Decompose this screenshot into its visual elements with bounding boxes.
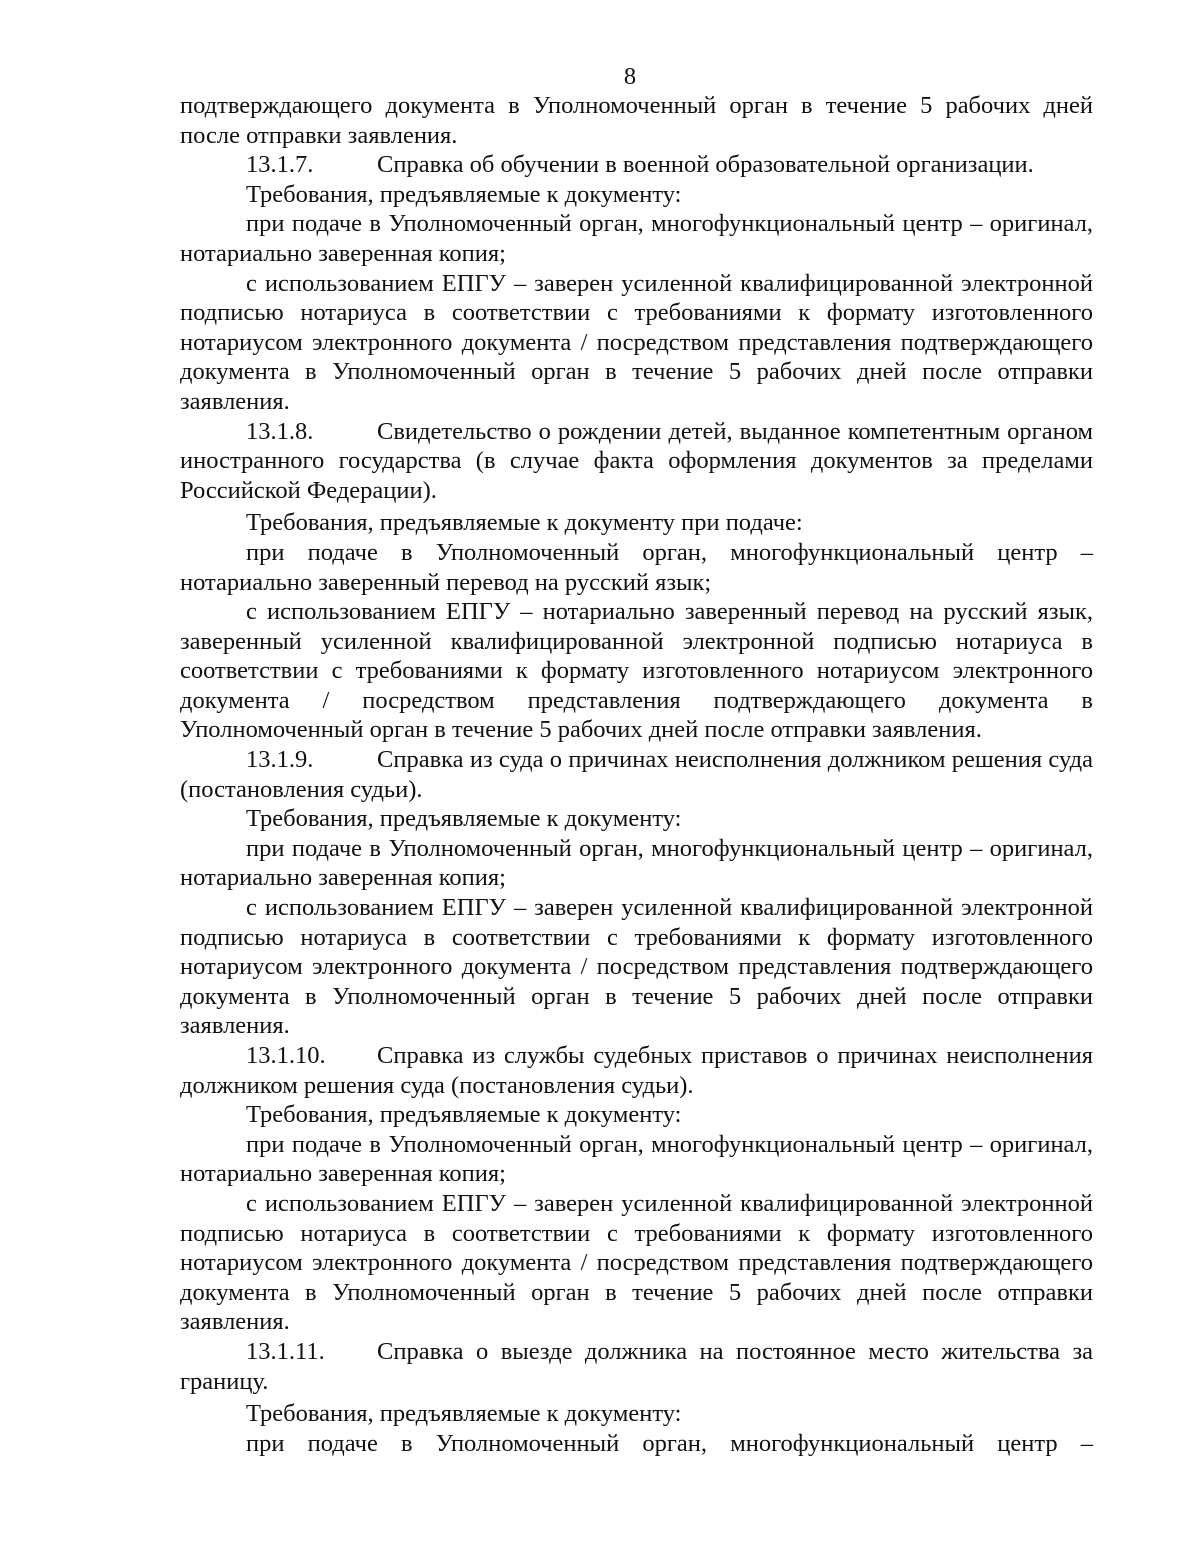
document-body <box>180 91 1093 1458</box>
requirement-epgu: с использованием ЕПГУ – заверен усиленной квалифицированной электронной подписью нотариуса в соответствии с требованиями к формату изготовленного нотариусом электронного документа / посредством представления подтверждающего документа в Уполномоченный орган в течение 5 рабочих дней после отправки заявления. <box>180 1189 1093 1336</box>
clause-text: Справка из суда о причинах неисполнения должником решения суда (постановления судьи). <box>180 746 1093 803</box>
clause-text: Справка о выезде должника на постоянное место жительства за границу. <box>180 1337 1093 1395</box>
requirement-epgu: с использованием ЕПГУ – нотариально заверенный перевод на русский язык, заверенный усиленной квалифицированной электронной подписью нотариуса в соответствии с требованиями к формату изготовленного нотариусом электронного документа / посредством представления подтверждающего документа в Уполномоченный орган в течение 5 рабочих дней после отправки заявления. <box>180 598 1093 744</box>
clause-number: 13.1.9. <box>246 746 314 774</box>
clause-number: 13.1.7. <box>246 151 314 179</box>
requirement-office: при подаче в Уполномоченный орган, многофункциональный центр – оригинал, нотариально заверенная копия; <box>180 1130 1093 1188</box>
clause-number: 13.1.8. <box>246 417 314 445</box>
clause-text: Справка об обучении в военной образовательной организации. <box>377 151 1034 179</box>
clause-13-1-8 <box>180 417 1093 506</box>
clause-13-1-10 <box>180 1041 1093 1100</box>
requirements-heading: Требования, предъявляемые к документу: <box>246 180 682 208</box>
clause-number: 13.1.10. <box>246 1042 326 1069</box>
clause-text: Справка из службы судебных приставов о причинах неисполнения должником решения суда (постановления судьи). <box>180 1042 1093 1099</box>
clause-13-1-9 <box>180 745 1093 804</box>
requirement-office: при подаче в Уполномоченный орган, многофункциональный центр – нотариально заверенный перевод на русский язык; <box>180 538 1093 596</box>
clause-text: Свидетельство о рождении детей, выданное компетентным органом иностранного государства (в случае факта оформления документов за пределами Российской Федерации). <box>180 417 1093 504</box>
requirement-office: при подаче в Уполномоченный орган, многофункциональный центр – оригинал, нотариально заверенная копия; <box>180 210 1093 267</box>
requirement-office-partial: при подаче в Уполномоченный орган, многофункциональный центр – <box>246 1429 1093 1457</box>
clause-13-1-11 <box>180 1337 1093 1396</box>
requirement-epgu: с использованием ЕПГУ – заверен усиленной квалифицированной электронной подписью нотариуса в соответствии с требованиями к формату изготовленного нотариусом электронного документа / посредством представления подтверждающего документа в Уполномоченный орган в течение 5 рабочих дней после отправки заявления. <box>180 894 1093 1040</box>
clause-number: 13.1.11. <box>246 1337 325 1365</box>
requirements-heading: Требования, предъявляемые к документу: <box>246 1101 682 1129</box>
page-number: 8 <box>623 63 637 90</box>
paragraph-continuation: подтверждающего документа в Уполномоченный орган в течение 5 рабочих дней после отправки заявления. <box>180 92 1093 149</box>
requirements-heading: Требования, предъявляемые к документу: <box>246 805 682 833</box>
requirement-epgu: с использованием ЕПГУ – заверен усиленной квалифицированной электронной подписью нотариуса в соответствии с требованиями к формату изготовленного нотариусом электронного документа / посредством представления подтверждающего документа в Уполномоченный орган в течение 5 рабочих дней после отправки заявления. <box>180 269 1093 415</box>
requirements-heading: Требования, предъявляемые к документу: <box>246 1400 682 1428</box>
clause-13-1-7 <box>180 150 1093 180</box>
requirement-office: при подаче в Уполномоченный орган, многофункциональный центр – оригинал, нотариально заверенная копия; <box>180 834 1093 892</box>
requirements-heading: Требования, предъявляемые к документу при подаче: <box>246 509 803 537</box>
